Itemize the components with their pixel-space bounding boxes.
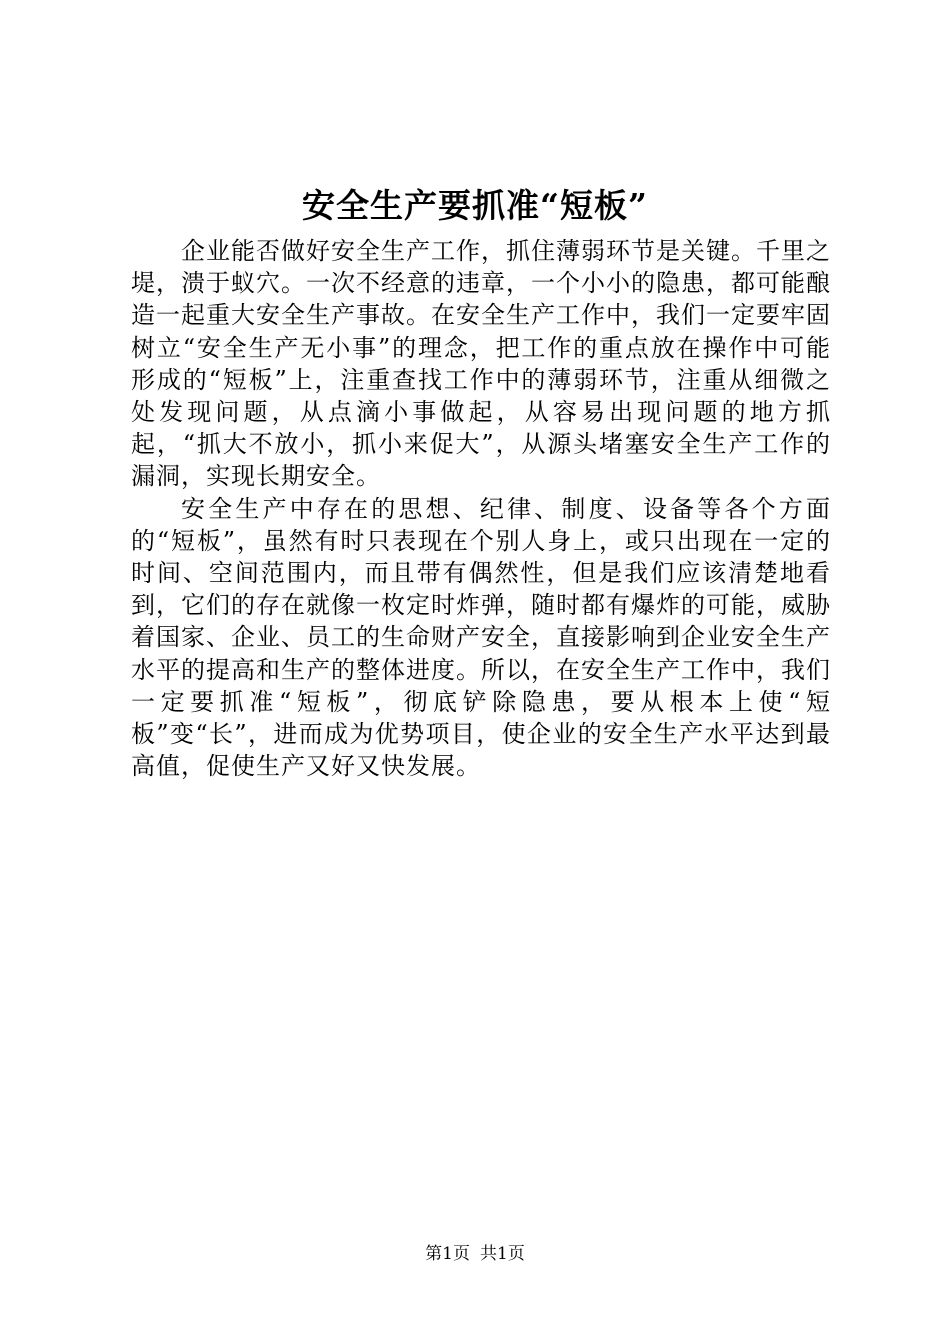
- page-footer: [0, 1243, 950, 1265]
- paragraph-2: 安全生产中存在的思想、纪律、制度、设备等各个方面的“短板”，虽然有时只表现在个别人身上，或只出现在一定的时间、空间范围内，而且带有偶然性，但是我们应该清楚地看到，它们的存在就像一枚定时炸弹，随时都有爆炸的可能，威胁着国家、企业、员工的生命财产安全，直接影响到企业安全生产水平的提高和生产的整体进度。所以，在安全生产工作中，我们一定要抓准“短板”，彻底铲除隐患，要从根本上使“短板”变“长”，进而成为优势项目，使企业的安全生产水平达到最高值，促使生产又好又快发展。: [131, 494, 831, 781]
- document-title: 安全生产要抓准“短板”: [302, 186, 648, 225]
- page-total: 共1页: [480, 1244, 525, 1264]
- paragraph-1: 企业能否做好安全生产工作，抓住薄弱环节是关键。千里之堤，溃于蚁穴。一次不经意的违章，一个小小的隐患，都可能酿造一起重大安全生产事故。在安全生产工作中，我们一定要牢固树立“安全生产无小事”的理念，把工作的重点放在操作中可能形成的“短板”上，注重查找工作中的薄弱环节，注重从细微之处发现问题，从点滴小事做起，从容易出现问题的地方抓起，“抓大不放小，抓小来促大”，从源头堵塞安全生产工作的漏洞，实现长期安全。: [131, 237, 831, 491]
- document-body: [131, 235, 831, 782]
- page-number: 第1页: [425, 1244, 470, 1264]
